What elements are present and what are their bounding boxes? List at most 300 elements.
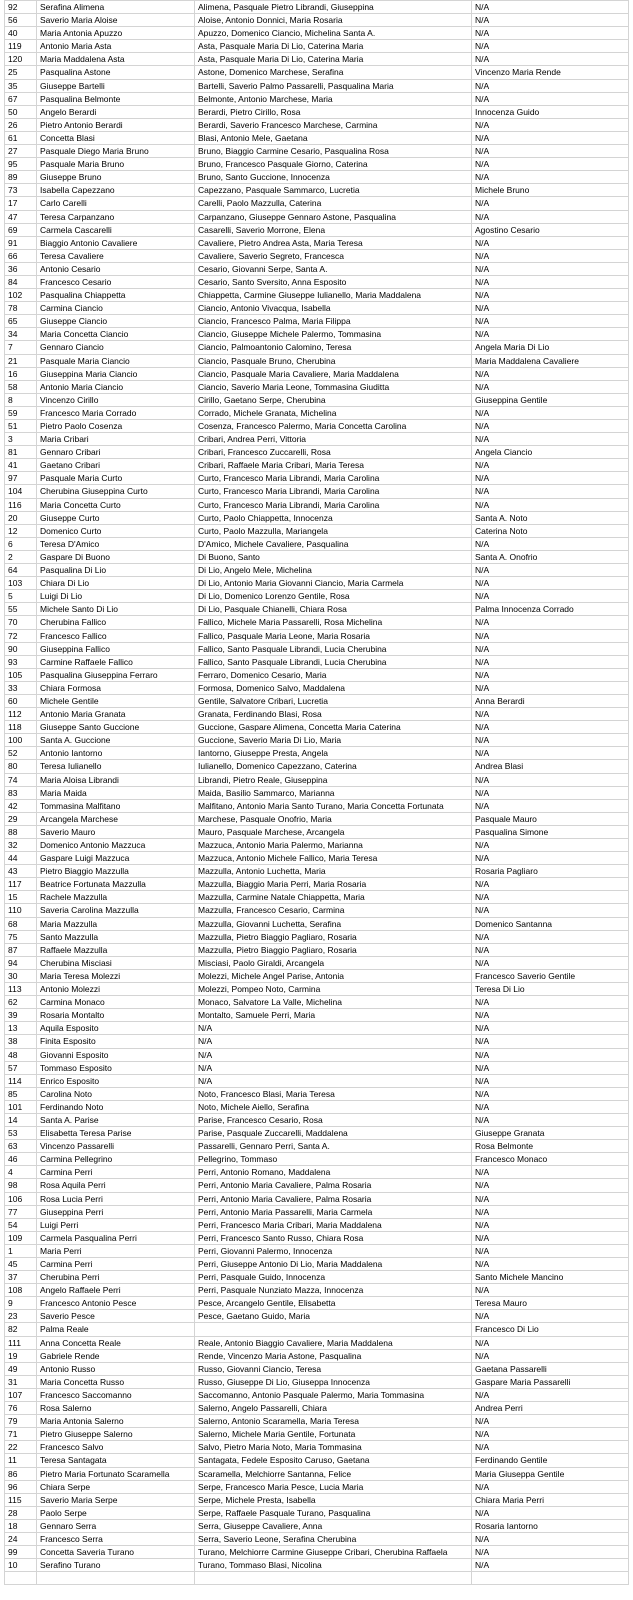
- record-number-cell[interactable]: 113: [4, 983, 36, 995]
- person-name-cell[interactable]: Rachele Mazzulla: [36, 891, 194, 903]
- spouse-cell[interactable]: Domenico Santanna: [471, 918, 629, 930]
- spouse-cell[interactable]: Gaetana Passarelli: [471, 1363, 629, 1375]
- record-number-cell[interactable]: 63: [4, 1140, 36, 1152]
- parents-cell[interactable]: Cribari, Raffaele Maria Cribari, Maria Teresa: [194, 459, 471, 471]
- parents-cell[interactable]: Noto, Michele Aiello, Serafina: [194, 1101, 471, 1113]
- person-name-cell[interactable]: Pasquale Diego Maria Bruno: [36, 145, 194, 157]
- record-number-cell[interactable]: 103: [4, 577, 36, 589]
- spouse-cell[interactable]: N/A: [471, 1310, 629, 1322]
- record-number-cell[interactable]: 76: [4, 1402, 36, 1414]
- parents-cell[interactable]: Mazzulla, Antonio Luchetta, Maria: [194, 865, 471, 877]
- record-number-cell[interactable]: 84: [4, 276, 36, 288]
- spouse-cell[interactable]: Santa A. Noto: [471, 512, 629, 524]
- parents-cell[interactable]: Mazzulla, Pietro Biaggio Pagliaro, Rosaria: [194, 944, 471, 956]
- person-name-cell[interactable]: Beatrice Fortunata Mazzulla: [36, 878, 194, 890]
- record-number-cell[interactable]: 34: [4, 328, 36, 340]
- parents-cell[interactable]: Cavaliere, Saverio Segreto, Francesca: [194, 250, 471, 262]
- person-name-cell[interactable]: Francesco Fallico: [36, 630, 194, 642]
- record-number-cell[interactable]: 112: [4, 708, 36, 720]
- person-name-cell[interactable]: Pasqualina Giuseppina Ferraro: [36, 669, 194, 681]
- spouse-cell[interactable]: N/A: [471, 931, 629, 943]
- record-number-cell[interactable]: 28: [4, 1507, 36, 1519]
- parents-cell[interactable]: Di Lio, Pasquale Chianelli, Chiara Rosa: [194, 603, 471, 615]
- record-number-cell[interactable]: 108: [4, 1284, 36, 1296]
- spouse-cell[interactable]: N/A: [471, 904, 629, 916]
- person-name-cell[interactable]: Concetta Saveria Turano: [36, 1546, 194, 1558]
- spouse-cell[interactable]: N/A: [471, 237, 629, 249]
- record-number-cell[interactable]: 16: [4, 368, 36, 380]
- parents-cell[interactable]: Cirillo, Gaetano Serpe, Cherubina: [194, 394, 471, 406]
- parents-cell[interactable]: Perri, Francesco Santo Russo, Chiara Rosa: [194, 1232, 471, 1244]
- parents-cell[interactable]: Curto, Francesco Maria Librandi, Maria Carolina: [194, 472, 471, 484]
- person-name-cell[interactable]: Maria Concetta Russo: [36, 1376, 194, 1388]
- parents-cell[interactable]: Belmonte, Antonio Marchese, Maria: [194, 93, 471, 105]
- record-number-cell[interactable]: 4: [4, 1166, 36, 1178]
- parents-cell[interactable]: Guccione, Gaspare Alimena, Concetta Maria Caterina: [194, 721, 471, 733]
- person-name-cell[interactable]: Maria Mazzulla: [36, 918, 194, 930]
- parents-cell[interactable]: Granata, Ferdinando Blasi, Rosa: [194, 708, 471, 720]
- person-name-cell[interactable]: Michele Gentile: [36, 695, 194, 707]
- record-number-cell[interactable]: 38: [4, 1035, 36, 1047]
- record-number-cell[interactable]: 102: [4, 289, 36, 301]
- spouse-cell[interactable]: N/A: [471, 708, 629, 720]
- person-name-cell[interactable]: Francesco Maria Corrado: [36, 407, 194, 419]
- record-number-cell[interactable]: 97: [4, 472, 36, 484]
- record-number-cell[interactable]: 49: [4, 1363, 36, 1375]
- spouse-cell[interactable]: Santo Michele Mancino: [471, 1271, 629, 1283]
- spouse-cell[interactable]: N/A: [471, 1193, 629, 1205]
- parents-cell[interactable]: N/A: [194, 1075, 471, 1087]
- person-name-cell[interactable]: Domenico Antonio Mazzuca: [36, 839, 194, 851]
- person-name-cell[interactable]: Rosa Aquila Perri: [36, 1179, 194, 1191]
- parents-cell[interactable]: Aloise, Antonio Donnici, Maria Rosaria: [194, 14, 471, 26]
- spouse-cell[interactable]: N/A: [471, 721, 629, 733]
- spouse-cell[interactable]: Francesco Di Lio: [471, 1323, 629, 1335]
- person-name-cell[interactable]: Maria Antonia Apuzzo: [36, 27, 194, 39]
- person-name-cell[interactable]: Maria Maida: [36, 787, 194, 799]
- person-name-cell[interactable]: Ferdinando Noto: [36, 1101, 194, 1113]
- person-name-cell[interactable]: Luigi Di Lio: [36, 590, 194, 602]
- spouse-cell[interactable]: Rosa Belmonte: [471, 1140, 629, 1152]
- spouse-cell[interactable]: N/A: [471, 1258, 629, 1270]
- parents-cell[interactable]: Alimena, Pasquale Pietro Librandi, Giuseppina: [194, 1, 471, 13]
- spouse-cell[interactable]: N/A: [471, 643, 629, 655]
- person-name-cell[interactable]: Antonio Maria Ciancio: [36, 381, 194, 393]
- spouse-cell[interactable]: Maria Maddalena Cavaliere: [471, 355, 629, 367]
- record-number-cell[interactable]: 85: [4, 1088, 36, 1100]
- record-number-cell[interactable]: 117: [4, 878, 36, 890]
- parents-cell[interactable]: Cribari, Andrea Perri, Vittoria: [194, 433, 471, 445]
- parents-cell[interactable]: N/A: [194, 1035, 471, 1047]
- record-number-cell[interactable]: 23: [4, 1310, 36, 1322]
- record-number-cell[interactable]: 71: [4, 1428, 36, 1440]
- person-name-cell[interactable]: Pietro Antonio Berardi: [36, 119, 194, 131]
- spouse-cell[interactable]: N/A: [471, 1245, 629, 1257]
- parents-cell[interactable]: Bruno, Biaggio Carmine Cesario, Pasqualina Rosa: [194, 145, 471, 157]
- person-name-cell[interactable]: Maria Antonia Salerno: [36, 1415, 194, 1427]
- person-name-cell[interactable]: Chiara Di Lio: [36, 577, 194, 589]
- record-number-cell[interactable]: 80: [4, 760, 36, 772]
- parents-cell[interactable]: Ciancio, Pasquale Maria Cavaliere, Maria Maddalena: [194, 368, 471, 380]
- spouse-cell[interactable]: N/A: [471, 302, 629, 314]
- person-name-cell[interactable]: Chiara Formosa: [36, 682, 194, 694]
- parents-cell[interactable]: Misciasi, Paolo Giraldi, Arcangela: [194, 957, 471, 969]
- person-name-cell[interactable]: Maria Concetta Ciancio: [36, 328, 194, 340]
- record-number-cell[interactable]: 30: [4, 970, 36, 982]
- parents-cell[interactable]: Parise, Pasquale Zuccarelli, Maddalena: [194, 1127, 471, 1139]
- spouse-cell[interactable]: N/A: [471, 119, 629, 131]
- person-name-cell[interactable]: Rosaria Montalto: [36, 1009, 194, 1021]
- person-name-cell[interactable]: Antonio Iantorno: [36, 747, 194, 759]
- record-number-cell[interactable]: 18: [4, 1520, 36, 1532]
- person-name-cell[interactable]: Palma Reale: [36, 1323, 194, 1335]
- record-number-cell[interactable]: 22: [4, 1441, 36, 1453]
- person-name-cell[interactable]: Antonio Molezzi: [36, 983, 194, 995]
- parents-cell[interactable]: Curto, Paolo Mazzulla, Mariangela: [194, 525, 471, 537]
- person-name-cell[interactable]: Saverio Maria Serpe: [36, 1494, 194, 1506]
- person-name-cell[interactable]: Pasqualina Di Lio: [36, 564, 194, 576]
- spouse-cell[interactable]: N/A: [471, 1114, 629, 1126]
- parents-cell[interactable]: Maida, Basilio Sammarco, Marianna: [194, 787, 471, 799]
- parents-cell[interactable]: Serpe, Francesco Maria Pesce, Lucia Maria: [194, 1481, 471, 1493]
- parents-cell[interactable]: Molezzi, Pompeo Noto, Carmina: [194, 983, 471, 995]
- person-name-cell[interactable]: Carmina Perri: [36, 1166, 194, 1178]
- person-name-cell[interactable]: Antonio Maria Asta: [36, 40, 194, 52]
- record-number-cell[interactable]: 99: [4, 1546, 36, 1558]
- parents-cell[interactable]: Capezzano, Pasquale Sammarco, Lucretia: [194, 184, 471, 196]
- spouse-cell[interactable]: Anna Berardi: [471, 695, 629, 707]
- parents-cell[interactable]: Ciancio, Francesco Palma, Maria Filippa: [194, 315, 471, 327]
- record-number-cell[interactable]: 105: [4, 669, 36, 681]
- person-name-cell[interactable]: Arcangela Marchese: [36, 813, 194, 825]
- spouse-cell[interactable]: Palma Innocenza Corrado: [471, 603, 629, 615]
- person-name-cell[interactable]: Gennaro Ciancio: [36, 341, 194, 353]
- spouse-cell[interactable]: Innocenza Guido: [471, 106, 629, 118]
- spouse-cell[interactable]: N/A: [471, 250, 629, 262]
- spouse-cell[interactable]: N/A: [471, 485, 629, 497]
- record-number-cell[interactable]: 59: [4, 407, 36, 419]
- person-name-cell[interactable]: Cherubina Misciasi: [36, 957, 194, 969]
- record-number-cell[interactable]: 14: [4, 1114, 36, 1126]
- parents-cell[interactable]: Perri, Pasquale Nunziato Mazza, Innocenza: [194, 1284, 471, 1296]
- record-number-cell[interactable]: 3: [4, 433, 36, 445]
- spouse-cell[interactable]: N/A: [471, 891, 629, 903]
- person-name-cell[interactable]: Santa A. Parise: [36, 1114, 194, 1126]
- record-number-cell[interactable]: 73: [4, 184, 36, 196]
- parents-cell[interactable]: Bruno, Francesco Pasquale Giorno, Caterina: [194, 158, 471, 170]
- spouse-cell[interactable]: N/A: [471, 1481, 629, 1493]
- record-number-cell[interactable]: 20: [4, 512, 36, 524]
- parents-cell[interactable]: Saccomanno, Antonio Pasquale Palermo, Maria Tommasina: [194, 1389, 471, 1401]
- person-name-cell[interactable]: Francesco Cesario: [36, 276, 194, 288]
- person-name-cell[interactable]: Pasquale Maria Bruno: [36, 158, 194, 170]
- record-number-cell[interactable]: 81: [4, 446, 36, 458]
- parents-cell[interactable]: Mauro, Pasquale Marchese, Arcangela: [194, 826, 471, 838]
- record-number-cell[interactable]: 83: [4, 787, 36, 799]
- parents-cell[interactable]: Salvo, Pietro Maria Noto, Maria Tommasina: [194, 1441, 471, 1453]
- person-name-cell[interactable]: Finita Esposito: [36, 1035, 194, 1047]
- spouse-cell[interactable]: N/A: [471, 145, 629, 157]
- record-number-cell[interactable]: 45: [4, 1258, 36, 1270]
- spouse-cell[interactable]: N/A: [471, 1350, 629, 1362]
- parents-cell[interactable]: Malfitano, Antonio Maria Santo Turano, Maria Concetta Fortunata: [194, 800, 471, 812]
- spouse-cell[interactable]: Angela Maria Di Lio: [471, 341, 629, 353]
- record-number-cell[interactable]: [4, 1572, 36, 1584]
- spouse-cell[interactable]: N/A: [471, 957, 629, 969]
- spouse-cell[interactable]: N/A: [471, 1441, 629, 1453]
- parents-cell[interactable]: Serra, Giuseppe Cavaliere, Anna: [194, 1520, 471, 1532]
- spouse-cell[interactable]: N/A: [471, 381, 629, 393]
- spouse-cell[interactable]: N/A: [471, 197, 629, 209]
- record-number-cell[interactable]: 86: [4, 1468, 36, 1480]
- spouse-cell[interactable]: N/A: [471, 315, 629, 327]
- person-name-cell[interactable]: Cherubina Giuseppina Curto: [36, 485, 194, 497]
- record-number-cell[interactable]: 65: [4, 315, 36, 327]
- spouse-cell[interactable]: Chiara Maria Perri: [471, 1494, 629, 1506]
- spouse-cell[interactable]: Teresa Mauro: [471, 1297, 629, 1309]
- parents-cell[interactable]: Serpe, Michele Presta, Isabella: [194, 1494, 471, 1506]
- spouse-cell[interactable]: N/A: [471, 1035, 629, 1047]
- parents-cell[interactable]: Serra, Saverio Leone, Serafina Cherubina: [194, 1533, 471, 1545]
- spouse-cell[interactable]: N/A: [471, 996, 629, 1008]
- parents-cell[interactable]: Russo, Giovanni Ciancio, Teresa: [194, 1363, 471, 1375]
- parents-cell[interactable]: Asta, Pasquale Maria Di Lio, Caterina Maria: [194, 53, 471, 65]
- spouse-cell[interactable]: N/A: [471, 132, 629, 144]
- person-name-cell[interactable]: Vincenzo Cirillo: [36, 394, 194, 406]
- spouse-cell[interactable]: N/A: [471, 158, 629, 170]
- parents-cell[interactable]: Passarelli, Gennaro Perri, Santa A.: [194, 1140, 471, 1152]
- parents-cell[interactable]: Iulianello, Domenico Capezzano, Caterina: [194, 760, 471, 772]
- parents-cell[interactable]: Perri, Giuseppe Antonio Di Lio, Maria Maddalena: [194, 1258, 471, 1270]
- record-number-cell[interactable]: 60: [4, 695, 36, 707]
- spouse-cell[interactable]: N/A: [471, 433, 629, 445]
- parents-cell[interactable]: Marchese, Pasquale Onofrio, Maria: [194, 813, 471, 825]
- parents-cell[interactable]: Mazzulla, Pietro Biaggio Pagliaro, Rosaria: [194, 931, 471, 943]
- spouse-cell[interactable]: N/A: [471, 616, 629, 628]
- person-name-cell[interactable]: Carmela Cascarelli: [36, 224, 194, 236]
- parents-cell[interactable]: Formosa, Domenico Salvo, Maddalena: [194, 682, 471, 694]
- spouse-cell[interactable]: Pasqualina Simone: [471, 826, 629, 838]
- parents-cell[interactable]: Noto, Francesco Blasi, Maria Teresa: [194, 1088, 471, 1100]
- parents-cell[interactable]: Perri, Antonio Maria Passarelli, Maria Carmela: [194, 1206, 471, 1218]
- person-name-cell[interactable]: Maria Perri: [36, 1245, 194, 1257]
- spouse-cell[interactable]: Vincenzo Maria Rende: [471, 66, 629, 78]
- spouse-cell[interactable]: Andrea Perri: [471, 1402, 629, 1414]
- spouse-cell[interactable]: N/A: [471, 211, 629, 223]
- record-number-cell[interactable]: 74: [4, 774, 36, 786]
- person-name-cell[interactable]: Raffaele Mazzulla: [36, 944, 194, 956]
- spouse-cell[interactable]: N/A: [471, 53, 629, 65]
- record-number-cell[interactable]: 29: [4, 813, 36, 825]
- person-name-cell[interactable]: Giuseppina Maria Ciancio: [36, 368, 194, 380]
- spouse-cell[interactable]: Michele Bruno: [471, 184, 629, 196]
- record-number-cell[interactable]: 68: [4, 918, 36, 930]
- person-name-cell[interactable]: Teresa Cavaliere: [36, 250, 194, 262]
- spouse-cell[interactable]: N/A: [471, 459, 629, 471]
- record-number-cell[interactable]: 64: [4, 564, 36, 576]
- spouse-cell[interactable]: Francesco Monaco: [471, 1153, 629, 1165]
- person-name-cell[interactable]: Pietro Giuseppe Salerno: [36, 1428, 194, 1440]
- parents-cell[interactable]: Casarelli, Saverio Morrone, Elena: [194, 224, 471, 236]
- person-name-cell[interactable]: Pasqualina Belmonte: [36, 93, 194, 105]
- parents-cell[interactable]: Chiappetta, Carmine Giuseppe Iulianello, Maria Maddalena: [194, 289, 471, 301]
- spouse-cell[interactable]: N/A: [471, 368, 629, 380]
- person-name-cell[interactable]: Enrico Esposito: [36, 1075, 194, 1087]
- person-name-cell[interactable]: Saverio Mauro: [36, 826, 194, 838]
- record-number-cell[interactable]: 57: [4, 1062, 36, 1074]
- person-name-cell[interactable]: Pasquale Maria Curto: [36, 472, 194, 484]
- record-number-cell[interactable]: 13: [4, 1022, 36, 1034]
- spouse-cell[interactable]: N/A: [471, 14, 629, 26]
- spouse-cell[interactable]: N/A: [471, 1101, 629, 1113]
- person-name-cell[interactable]: Cherubina Fallico: [36, 616, 194, 628]
- record-number-cell[interactable]: 78: [4, 302, 36, 314]
- parents-cell[interactable]: Russo, Giuseppe Di Lio, Giuseppa Innocenza: [194, 1376, 471, 1388]
- person-name-cell[interactable]: Saveria Carolina Mazzulla: [36, 904, 194, 916]
- person-name-cell[interactable]: Concetta Blasi: [36, 132, 194, 144]
- parents-cell[interactable]: Pesce, Gaetano Guido, Maria: [194, 1310, 471, 1322]
- person-name-cell[interactable]: Giuseppina Perri: [36, 1206, 194, 1218]
- record-number-cell[interactable]: 118: [4, 721, 36, 733]
- parents-cell[interactable]: Curto, Paolo Chiappetta, Innocenza: [194, 512, 471, 524]
- person-name-cell[interactable]: Domenico Curto: [36, 525, 194, 537]
- parents-cell[interactable]: Serpe, Raffaele Pasquale Turano, Pasqualina: [194, 1507, 471, 1519]
- parents-cell[interactable]: Corrado, Michele Granata, Michelina: [194, 407, 471, 419]
- spouse-cell[interactable]: N/A: [471, 499, 629, 511]
- record-number-cell[interactable]: 37: [4, 1271, 36, 1283]
- person-name-cell[interactable]: Maria Aloisa Librandi: [36, 774, 194, 786]
- parents-cell[interactable]: Salerno, Michele Maria Gentile, Fortunata: [194, 1428, 471, 1440]
- person-name-cell[interactable]: Giovanni Esposito: [36, 1049, 194, 1061]
- person-name-cell[interactable]: Santo Mazzulla: [36, 931, 194, 943]
- record-number-cell[interactable]: 109: [4, 1232, 36, 1244]
- parents-cell[interactable]: Ferraro, Domenico Cesario, Maria: [194, 669, 471, 681]
- parents-cell[interactable]: Perri, Francesco Maria Cribari, Maria Maddalena: [194, 1219, 471, 1231]
- spouse-cell[interactable]: N/A: [471, 1022, 629, 1034]
- person-name-cell[interactable]: Biaggio Antonio Cavaliere: [36, 237, 194, 249]
- record-number-cell[interactable]: 90: [4, 643, 36, 655]
- spouse-cell[interactable]: N/A: [471, 630, 629, 642]
- spouse-cell[interactable]: N/A: [471, 1337, 629, 1349]
- record-number-cell[interactable]: 2: [4, 551, 36, 563]
- record-number-cell[interactable]: 115: [4, 1494, 36, 1506]
- parents-cell[interactable]: Berardi, Pietro Cirillo, Rosa: [194, 106, 471, 118]
- person-name-cell[interactable]: Francesco Saccomanno: [36, 1389, 194, 1401]
- spouse-cell[interactable]: N/A: [471, 420, 629, 432]
- record-number-cell[interactable]: 33: [4, 682, 36, 694]
- record-number-cell[interactable]: 52: [4, 747, 36, 759]
- person-name-cell[interactable]: Giuseppe Ciancio: [36, 315, 194, 327]
- record-number-cell[interactable]: 51: [4, 420, 36, 432]
- spouse-cell[interactable]: N/A: [471, 774, 629, 786]
- spouse-cell[interactable]: N/A: [471, 734, 629, 746]
- person-name-cell[interactable]: Michele Santo Di Lio: [36, 603, 194, 615]
- parents-cell[interactable]: Perri, Giovanni Palermo, Innocenza: [194, 1245, 471, 1257]
- parents-cell[interactable]: Cesario, Giovanni Serpe, Santa A.: [194, 263, 471, 275]
- record-number-cell[interactable]: 1: [4, 1245, 36, 1257]
- spouse-cell[interactable]: N/A: [471, 1219, 629, 1231]
- parents-cell[interactable]: Curto, Francesco Maria Librandi, Maria Carolina: [194, 485, 471, 497]
- spouse-cell[interactable]: Rosaria Pagliaro: [471, 865, 629, 877]
- parents-cell[interactable]: Di Lio, Antonio Maria Giovanni Ciancio, Maria Carmela: [194, 577, 471, 589]
- parents-cell[interactable]: Cesario, Santo Sversito, Anna Esposito: [194, 276, 471, 288]
- person-name-cell[interactable]: Maria Concetta Curto: [36, 499, 194, 511]
- record-number-cell[interactable]: 119: [4, 40, 36, 52]
- record-number-cell[interactable]: 7: [4, 341, 36, 353]
- record-number-cell[interactable]: 41: [4, 459, 36, 471]
- record-number-cell[interactable]: 54: [4, 1219, 36, 1231]
- record-number-cell[interactable]: 25: [4, 66, 36, 78]
- person-name-cell[interactable]: Antonio Maria Granata: [36, 708, 194, 720]
- spouse-cell[interactable]: N/A: [471, 1559, 629, 1571]
- record-number-cell[interactable]: 96: [4, 1481, 36, 1493]
- parents-cell[interactable]: Berardi, Saverio Francesco Marchese, Carmina: [194, 119, 471, 131]
- parents-cell[interactable]: Carpanzano, Giuseppe Gennaro Astone, Pasqualina: [194, 211, 471, 223]
- person-name-cell[interactable]: Antonio Cesario: [36, 263, 194, 275]
- spouse-cell[interactable]: N/A: [471, 263, 629, 275]
- spouse-cell[interactable]: N/A: [471, 682, 629, 694]
- person-name-cell[interactable]: Rosa Lucia Perri: [36, 1193, 194, 1205]
- person-name-cell[interactable]: Carmine Raffaele Fallico: [36, 656, 194, 668]
- record-number-cell[interactable]: 70: [4, 616, 36, 628]
- record-number-cell[interactable]: 19: [4, 1350, 36, 1362]
- record-number-cell[interactable]: 32: [4, 839, 36, 851]
- person-name-cell[interactable]: Anna Concetta Reale: [36, 1337, 194, 1349]
- person-name-cell[interactable]: Gennaro Serra: [36, 1520, 194, 1532]
- spouse-cell[interactable]: N/A: [471, 590, 629, 602]
- parents-cell[interactable]: Mazzuca, Antonio Maria Palermo, Marianna: [194, 839, 471, 851]
- person-name-cell[interactable]: Giuseppina Fallico: [36, 643, 194, 655]
- parents-cell[interactable]: Santagata, Fedele Esposito Caruso, Gaetana: [194, 1454, 471, 1466]
- spouse-cell[interactable]: Francesco Saverio Gentile: [471, 970, 629, 982]
- record-number-cell[interactable]: 55: [4, 603, 36, 615]
- spouse-cell[interactable]: N/A: [471, 276, 629, 288]
- person-name-cell[interactable]: Antonio Russo: [36, 1363, 194, 1375]
- parents-cell[interactable]: Mazzulla, Carmine Natale Chiappetta, Maria: [194, 891, 471, 903]
- parents-cell[interactable]: N/A: [194, 1062, 471, 1074]
- record-number-cell[interactable]: 79: [4, 1415, 36, 1427]
- spouse-cell[interactable]: Gaspare Maria Passarelli: [471, 1376, 629, 1388]
- person-name-cell[interactable]: Carmela Pasqualina Perri: [36, 1232, 194, 1244]
- spouse-cell[interactable]: N/A: [471, 1284, 629, 1296]
- parents-cell[interactable]: Di Lio, Domenico Lorenzo Gentile, Rosa: [194, 590, 471, 602]
- parents-cell[interactable]: Apuzzo, Domenico Ciancio, Michelina Santa A.: [194, 27, 471, 39]
- spouse-cell[interactable]: Santa A. Onofrio: [471, 551, 629, 563]
- parents-cell[interactable]: D'Amico, Michele Cavaliere, Pasqualina: [194, 538, 471, 550]
- parents-cell[interactable]: Perri, Antonio Romano, Maddalena: [194, 1166, 471, 1178]
- spouse-cell[interactable]: N/A: [471, 1546, 629, 1558]
- spouse-cell[interactable]: Maria Giuseppa Gentile: [471, 1468, 629, 1480]
- person-name-cell[interactable]: Pietro Biaggio Mazzulla: [36, 865, 194, 877]
- record-number-cell[interactable]: 50: [4, 106, 36, 118]
- record-number-cell[interactable]: 62: [4, 996, 36, 1008]
- person-name-cell[interactable]: Maria Maddalena Asta: [36, 53, 194, 65]
- spouse-cell[interactable]: N/A: [471, 564, 629, 576]
- record-number-cell[interactable]: 48: [4, 1049, 36, 1061]
- spouse-cell[interactable]: N/A: [471, 171, 629, 183]
- person-name-cell[interactable]: Tommaso Esposito: [36, 1062, 194, 1074]
- spouse-cell[interactable]: N/A: [471, 1, 629, 13]
- parents-cell[interactable]: Ciancio, Pasquale Bruno, Cherubina: [194, 355, 471, 367]
- person-name-cell[interactable]: Giuseppe Bartelli: [36, 80, 194, 92]
- parents-cell[interactable]: Astone, Domenico Marchese, Serafina: [194, 66, 471, 78]
- spouse-cell[interactable]: N/A: [471, 656, 629, 668]
- record-number-cell[interactable]: 88: [4, 826, 36, 838]
- parents-cell[interactable]: Ciancio, Antonio Vivacqua, Isabella: [194, 302, 471, 314]
- spouse-cell[interactable]: N/A: [471, 1533, 629, 1545]
- person-name-cell[interactable]: Pietro Paolo Cosenza: [36, 420, 194, 432]
- record-number-cell[interactable]: 93: [4, 656, 36, 668]
